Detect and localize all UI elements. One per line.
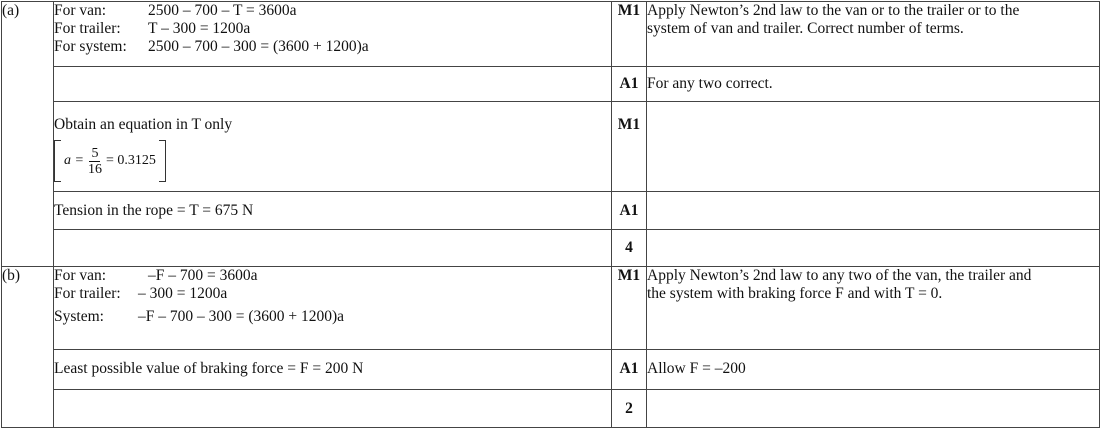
row-a-equations	[2, 2, 1100, 67]
mark-cell: M1	[612, 102, 647, 192]
equation-line-system	[54, 308, 611, 326]
working-text: Obtain an equation in T only	[54, 116, 233, 133]
equation-line-van	[54, 267, 611, 285]
equation-label: For trailer:	[54, 20, 121, 37]
equation-line-system	[54, 38, 611, 56]
guidance-cell	[647, 390, 1100, 428]
equation-line-trailer	[54, 20, 611, 38]
mark-cell: A1	[612, 67, 647, 102]
equation-label: For system:	[54, 38, 127, 55]
mark-cell: M1	[612, 267, 647, 350]
right-bracket	[159, 140, 166, 182]
fraction-denominator: 16	[87, 161, 102, 177]
equation: –F – 700 – 300 = (3600 + 1200)a	[138, 308, 345, 325]
working-cell	[54, 390, 612, 428]
equation-label: For van:	[54, 267, 107, 284]
part-label-a: (a)	[2, 2, 54, 267]
working-cell	[54, 67, 612, 102]
row-b-total	[2, 390, 1100, 428]
total-mark: 4	[612, 230, 647, 267]
guidance-line: Apply Newton’s 2nd law to the van or to the trailer or to the	[647, 2, 1020, 19]
working-cell: Least possible value of braking force = F = 200 N	[54, 350, 612, 390]
equation-line-van	[54, 2, 611, 20]
row-b-braking-force	[2, 350, 1100, 390]
equation: –F – 700 = 3600a	[148, 267, 258, 284]
working-cell	[54, 102, 612, 192]
row-a-tension	[2, 192, 1100, 230]
working-cell: Tension in the rope = T = 675 N	[54, 192, 612, 230]
working-cell	[54, 2, 612, 67]
bracketed-expression	[54, 140, 166, 182]
guidance-line: the system with braking force F and with T = 0.	[647, 285, 943, 302]
guidance-cell	[647, 230, 1100, 267]
guidance-cell	[647, 2, 1100, 67]
equation: 2500 – 700 – 300 = (3600 + 1200)a	[148, 38, 369, 55]
mark-scheme-table	[1, 1, 1100, 428]
expression-rhs: = 0.3125	[105, 153, 156, 168]
guidance-line: Apply Newton’s 2nd law to any two of the van, the trailer and	[647, 267, 1032, 284]
fraction-numerator: 5	[91, 145, 99, 161]
guidance-cell	[647, 102, 1100, 192]
total-mark: 2	[612, 390, 647, 428]
row-a-any-two	[2, 67, 1100, 102]
equation: T – 300 = 1200a	[148, 20, 251, 37]
working-cell	[54, 267, 612, 350]
row-a-total	[2, 230, 1100, 267]
row-b-equations	[2, 267, 1100, 350]
expression-lhs: a =	[64, 153, 84, 168]
fraction	[86, 146, 104, 177]
guidance-line: system of van and trailer. Correct number of terms.	[647, 20, 964, 37]
equation-label: For van:	[54, 2, 107, 19]
guidance-cell	[647, 267, 1100, 350]
mark-cell: M1	[612, 2, 647, 67]
equation: 2500 – 700 – T = 3600a	[148, 2, 297, 19]
guidance-cell	[647, 192, 1100, 230]
equation-label: For trailer:	[54, 285, 121, 302]
equation-label: System:	[54, 308, 104, 325]
left-bracket	[54, 140, 61, 182]
guidance-cell: Allow F = –200	[647, 350, 1100, 390]
equation: – 300 = 1200a	[138, 285, 228, 302]
mark-cell: A1	[612, 350, 647, 390]
guidance-cell: For any two correct.	[647, 67, 1100, 102]
equation-line-trailer	[54, 285, 611, 303]
mark-cell: A1	[612, 192, 647, 230]
row-a-equation-in-t	[2, 102, 1100, 192]
working-cell	[54, 230, 612, 267]
part-label-b: (b)	[2, 267, 54, 428]
